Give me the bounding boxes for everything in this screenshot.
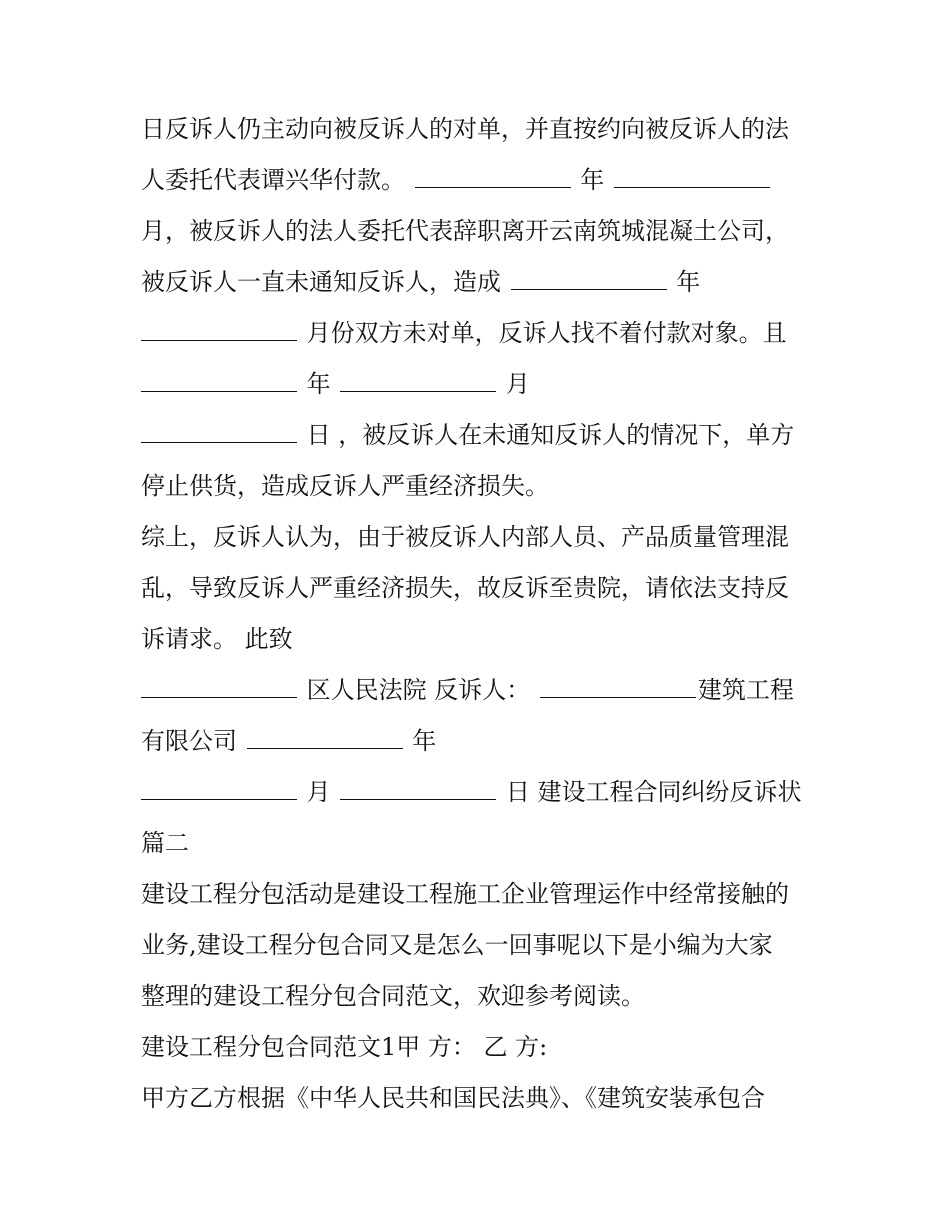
text-line-6 xyxy=(141,359,821,410)
section-heading: 篇二 xyxy=(141,829,189,857)
text-segment: 日 建设工程合同纠纷反诉状 xyxy=(505,778,802,806)
text-segment: 人委托代表谭兴华付款。 xyxy=(141,166,405,194)
text-line-11 xyxy=(141,614,821,665)
text-segment: 日 ，被反诉人在未通知反诉人的情况下，单方 xyxy=(306,421,795,449)
text-segment: 整理的建设工程分包合同范文，欢迎参考阅读。 xyxy=(141,982,645,1010)
text-segment: 建设工程分包合同范文1甲 方： 乙 方: xyxy=(141,1033,548,1061)
text-line-13 xyxy=(141,716,821,767)
text-line-19 xyxy=(141,1022,821,1073)
text-segment: 月 xyxy=(505,370,530,398)
text-segment: 诉请求。 此致 xyxy=(141,625,293,653)
text-line-18 xyxy=(141,971,821,1022)
text-segment: 建筑工程 xyxy=(697,676,794,704)
text-segment: 被反诉人一直未通知反诉人，造成 xyxy=(141,268,501,296)
fill-in-blank xyxy=(141,798,297,800)
fill-in-blank xyxy=(141,390,297,392)
text-line-17 xyxy=(141,920,821,971)
document-body xyxy=(141,104,821,1124)
fill-in-blank xyxy=(141,339,297,341)
text-segment: 日反诉人仍主动向被反诉人的对单，并直按约向被反诉人的法 xyxy=(141,115,789,143)
fill-in-blank xyxy=(340,798,496,800)
text-segment: 建设工程分包活动是建设工程施工企业管理运作中经常接触的 xyxy=(141,880,789,908)
text-line-7 xyxy=(141,410,821,461)
fill-in-blank xyxy=(614,186,770,188)
text-line-14 xyxy=(141,767,821,818)
text-line-4 xyxy=(141,257,821,308)
fill-in-blank xyxy=(141,441,297,443)
text-segment: 年 xyxy=(580,166,605,194)
text-line-8 xyxy=(141,461,821,512)
fill-in-blank xyxy=(540,696,696,698)
text-line-2 xyxy=(141,155,821,206)
fill-in-blank xyxy=(141,696,297,698)
text-line-10 xyxy=(141,563,821,614)
text-segment: 区人民法院 反诉人： xyxy=(306,676,531,704)
text-segment: 年 xyxy=(412,727,437,755)
text-line-9 xyxy=(141,512,821,563)
text-line-15 xyxy=(141,818,821,869)
text-line-5 xyxy=(141,308,821,359)
text-line-20 xyxy=(141,1073,821,1124)
text-segment: 月 xyxy=(306,778,331,806)
text-line-3 xyxy=(141,206,821,257)
text-segment: 有限公司 xyxy=(141,727,237,755)
text-segment: 乱，导致反诉人严重经济损失，故反诉至贵院，请依法支持反 xyxy=(141,574,789,602)
text-segment: 年 xyxy=(306,370,331,398)
fill-in-blank xyxy=(511,288,667,290)
fill-in-blank xyxy=(340,390,496,392)
text-segment: 停止供货，造成反诉人严重经济损失。 xyxy=(141,472,549,500)
text-line-12 xyxy=(141,665,821,716)
text-segment: 月份双方未对单，反诉人找不着付款对象。且 xyxy=(306,319,787,347)
text-segment: 甲方乙方根据《中华人民共和国民法典》、《建筑安装承包合 xyxy=(141,1084,765,1112)
text-segment: 业务,建设工程分包合同又是怎么一回事呢以下是小编为大家 xyxy=(141,931,773,959)
text-segment: 月，被反诉人的法人委托代表辞职离开云南筑城混凝土公司， xyxy=(141,217,789,245)
fill-in-blank xyxy=(415,186,571,188)
text-line-16 xyxy=(141,869,821,920)
fill-in-blank xyxy=(247,747,403,749)
text-line-1 xyxy=(141,104,821,155)
text-segment: 年 xyxy=(676,268,701,296)
text-segment: 综上，反诉人认为，由于被反诉人内部人员、产品质量管理混 xyxy=(141,523,789,551)
